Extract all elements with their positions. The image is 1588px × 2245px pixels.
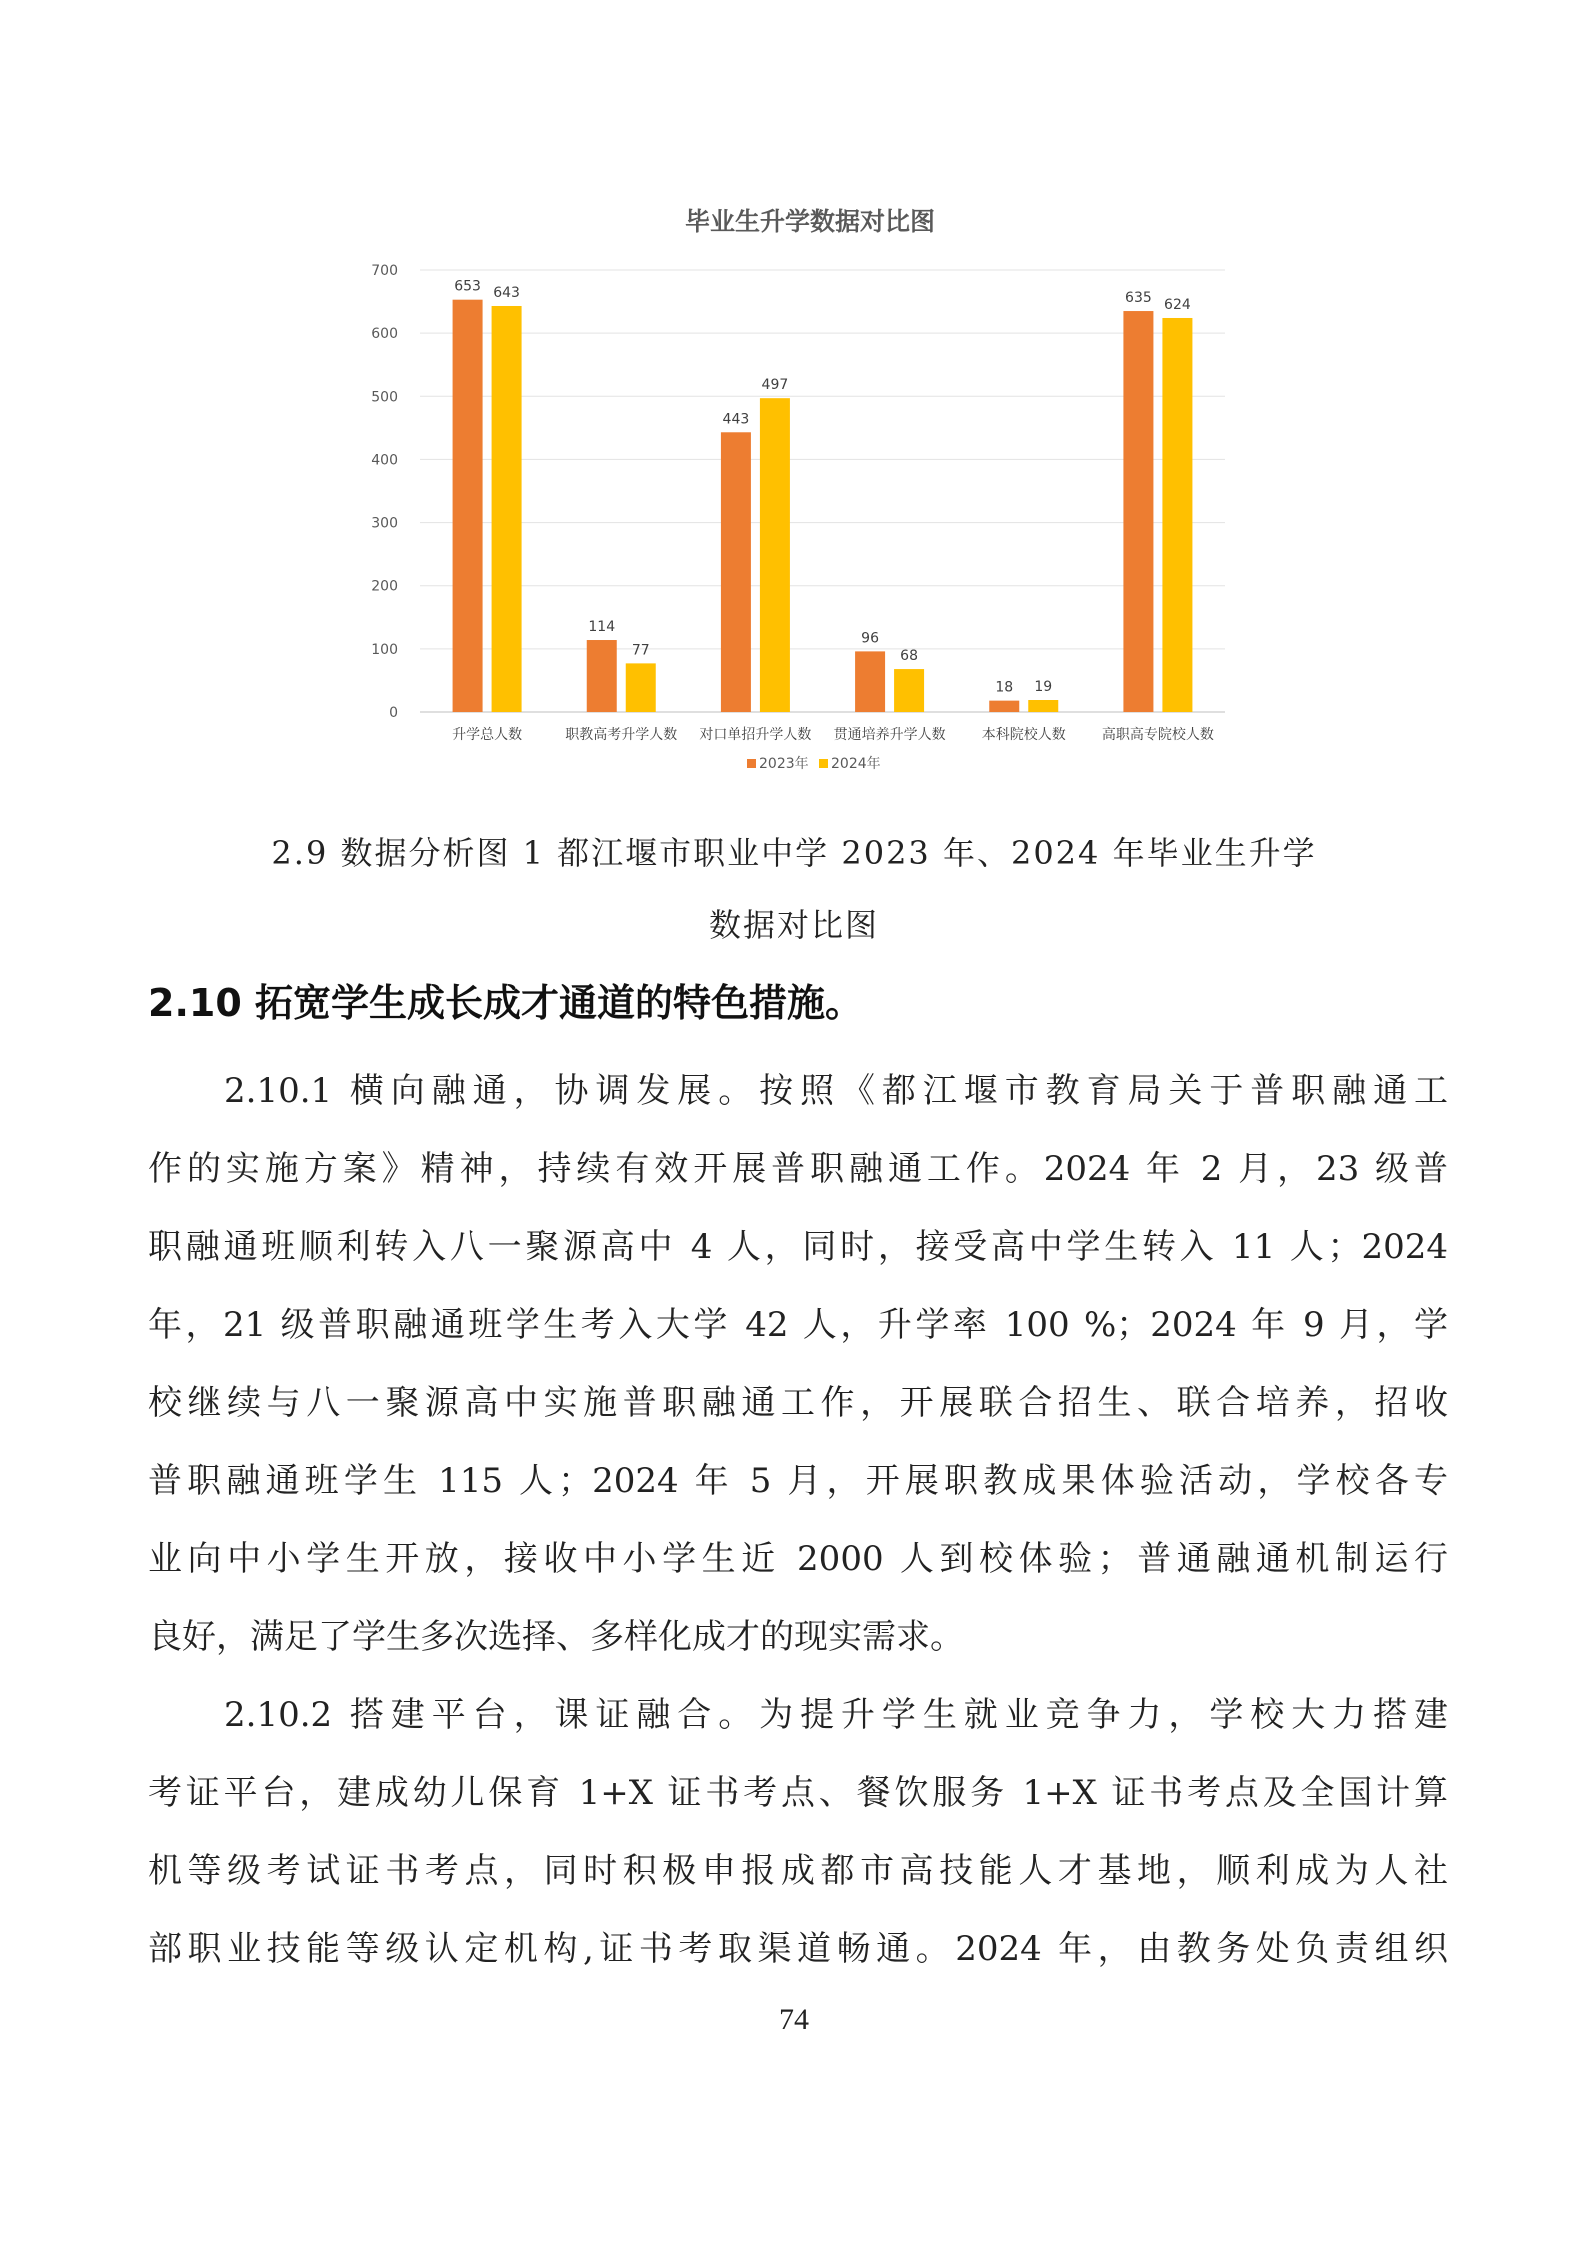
- paragraph-line: 2.10.2 搭建平台，课证融合。为提升学生就业竞争力，学校大力搭建: [224, 1695, 1448, 1735]
- x-tick-label: 贯通培养升学人数: [833, 727, 946, 743]
- data-label: 68: [900, 648, 918, 665]
- y-tick-label: 0: [389, 705, 398, 721]
- paragraph-line: 部职业技能等级认定机构,证书考取渠道畅通。2024 年，由教务处负责组织: [148, 1929, 1448, 1969]
- chart-svg: [355, 200, 1255, 790]
- data-label: 443: [722, 411, 750, 428]
- y-tick-label: 100: [371, 641, 398, 658]
- y-tick-label: 400: [371, 452, 398, 469]
- data-label: 643: [493, 284, 520, 301]
- page-number: 74: [779, 2003, 809, 2036]
- paragraph-line: 普职融通班学生 115 人；2024 年 5 月，开展职教成果体验活动，学校各专: [148, 1461, 1448, 1501]
- paragraph-2-10-1: [148, 1052, 1448, 1676]
- section-heading: 2.10 拓宽学生成长成才通道的特色措施。: [148, 981, 863, 1025]
- x-tick-label: 本科院校人数: [981, 727, 1066, 743]
- legend-swatch: [747, 759, 756, 768]
- data-label: 624: [1164, 296, 1191, 313]
- bar: [721, 432, 751, 712]
- bar: [1028, 700, 1058, 712]
- x-tick-label: 升学总人数: [452, 727, 523, 743]
- legend-label: 2023年: [759, 756, 809, 772]
- data-label: 653: [454, 278, 481, 295]
- bar: [587, 640, 617, 712]
- y-tick-label: 500: [371, 389, 398, 406]
- data-label: 96: [861, 630, 879, 647]
- y-tick-label: 700: [371, 263, 398, 279]
- bar-chart: [355, 200, 1255, 790]
- data-label: 19: [1034, 679, 1053, 696]
- x-tick-label: 对口单招升学人数: [699, 727, 812, 743]
- bar: [1123, 311, 1153, 712]
- bar: [1162, 318, 1192, 712]
- paragraph-line: 校继续与八一聚源高中实施普职融通工作，开展联合招生、联合培养，招收: [148, 1383, 1448, 1423]
- y-tick-label: 600: [371, 326, 398, 343]
- data-label: 635: [1125, 290, 1152, 307]
- legend-swatch: [819, 759, 828, 768]
- paragraph-line: 作的实施方案》精神，持续有效开展普职融通工作。2024 年 2 月，23 级普: [148, 1149, 1448, 1189]
- legend-label: 2024年: [831, 756, 881, 772]
- bar: [626, 663, 656, 712]
- data-label: 497: [761, 377, 789, 394]
- data-label: 114: [588, 619, 616, 636]
- paragraph-line: 业向中小学生开放，接收中小学生近 2000 人到校体验；普通融通机制运行: [148, 1539, 1448, 1579]
- bar: [894, 669, 924, 712]
- bar: [492, 306, 522, 712]
- x-tick-label: 职教高考升学人数: [565, 727, 678, 743]
- paragraph-line: 考证平台，建成幼儿保育 1+X 证书考点、餐饮服务 1+X 证书考点及全国计算: [148, 1773, 1448, 1813]
- figure-caption-line-1: 2.9 数据分析图 1 都江堰市职业中学 2023 年、2024 年毕业生升学: [271, 834, 1317, 872]
- figure-caption-line-2: 数据对比图: [708, 906, 879, 944]
- paragraph-2-10-2: [148, 1676, 1448, 1988]
- y-tick-label: 200: [371, 578, 398, 595]
- paragraph-line: 2.10.1 横向融通，协调发展。按照《都江堰市教育局关于普职融通工: [224, 1071, 1448, 1111]
- x-tick-label: 高职高专院校人数: [1101, 727, 1214, 743]
- bar: [855, 651, 885, 712]
- y-tick-label: 300: [371, 515, 398, 532]
- paragraph-line: 年，21 级普职融通班学生考入大学 42 人，升学率 100 %；2024 年 9 月，学: [148, 1305, 1448, 1345]
- data-label: 18: [995, 679, 1014, 696]
- data-label: 77: [631, 642, 650, 659]
- paragraph-line: 机等级考试证书考点，同时积极申报成都市高技能人才基地，顺利成为人社: [148, 1851, 1448, 1891]
- bar: [989, 701, 1019, 712]
- paragraph-line: 良好，满足了学生多次选择、多样化成才的现实需求。: [148, 1617, 964, 1657]
- paragraph-line: 职融通班顺利转入八一聚源高中 4 人，同时，接受高中学生转入 11 人；2024: [148, 1227, 1448, 1267]
- bar: [760, 398, 790, 712]
- bar: [453, 300, 483, 712]
- chart-title: 毕业生升学数据对比图: [684, 207, 936, 236]
